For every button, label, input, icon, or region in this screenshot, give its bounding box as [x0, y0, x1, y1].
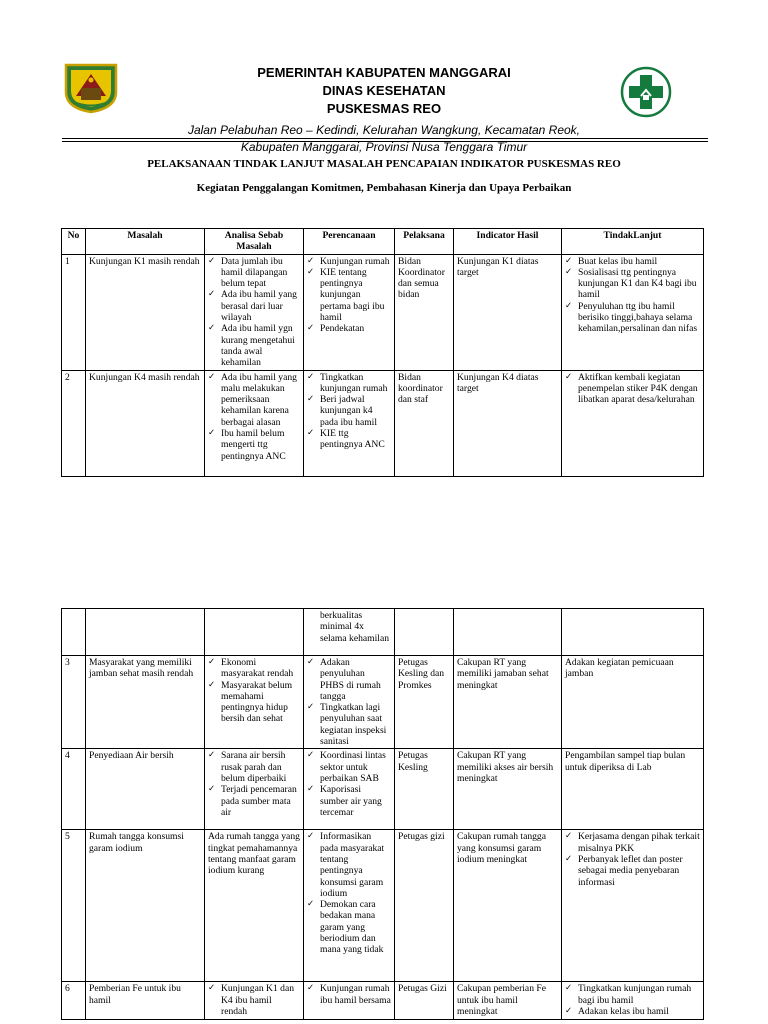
cell-indikator: Kunjungan K1 diatas target — [454, 254, 562, 370]
letterhead-rule-bottom — [62, 141, 708, 142]
continued-text: berkualitas minimal 4x selama kehamilan — [320, 610, 389, 644]
checklist-item: ✓ Aktifkan kembali kegiatan penempelan stiker P4K dengan libatkan aparat desa/kelurahan — [565, 372, 700, 406]
checklist-item: ✓ Tingkatkan lagi penyuluhan saat kegiatan inspeksi sanitasi — [307, 702, 391, 747]
table-row — [62, 982, 704, 1020]
cell-no: 6 — [62, 982, 86, 1020]
table-row — [62, 370, 704, 476]
checklist-item: ✓ Sosialisasi ttg pentingnya kunjungan K1 dan K4 bagi ibu hamil — [565, 267, 700, 301]
checklist-item: ✓ Ada ibu hamil yang berasal dari luar wilayah — [208, 289, 300, 323]
cell-masalah — [86, 609, 205, 656]
cell-tindak-lanjut — [562, 254, 704, 370]
checklist-item: ✓ Ada ibu hamil ygn kurang mengetahui tanda awal kehamilan — [208, 323, 300, 368]
checklist-item: ✓ Terjadi pencemaran pada sumber mata air — [208, 784, 300, 818]
cell-masalah: Kunjungan K1 masih rendah — [86, 254, 205, 370]
cell-tindak-lanjut — [562, 830, 704, 982]
checklist-item: ✓ Adakan penyuluhan PHBS di rumah tangga — [307, 657, 391, 702]
checklist — [208, 657, 300, 725]
checklist — [307, 372, 391, 451]
kabupaten-manggarai-emblem-icon — [62, 62, 120, 114]
cell-tindak-lanjut — [562, 982, 704, 1020]
cell-pelaksana: Petugas Kesling — [395, 749, 454, 830]
letterhead-puskesmas: PUSKESMAS REO — [326, 101, 442, 116]
column-header-pelaksana: Pelaksana — [395, 229, 454, 255]
checklist-item: ✓ Kaporisasi sumber air yang tercemar — [307, 784, 391, 818]
checklist-item: ✓ Informasikan pada masyarakat tentang pentingnya konsumsi garam iodium — [307, 831, 391, 899]
checklist-item: ✓ Penyuluhan ttg ibu hamil berisiko tinggi,bahaya selama kehamilan,persalinan dan nifas — [565, 301, 700, 335]
column-header-perencanaan: Perencanaan — [304, 229, 395, 255]
table-row — [62, 830, 704, 982]
checklist-item: ✓ KIE ttg pentingnya ANC — [307, 428, 391, 451]
checklist-item: ✓ Ekonomi masyarakat rendah — [208, 657, 300, 680]
cell-no — [62, 609, 86, 656]
checklist — [565, 983, 700, 1017]
cell-masalah: Masyarakat yang memiliki jamban sehat masih rendah — [86, 656, 205, 749]
table-row — [62, 656, 704, 749]
cell-indikator: Cakupan RT yang memiliki akses air bersih meningkat — [454, 749, 562, 830]
column-header-tindak-lanjut: TindakLanjut — [562, 229, 704, 255]
table-row-continuation — [62, 609, 704, 656]
cell-masalah: Kunjungan K4 masih rendah — [86, 370, 205, 476]
cell-analisa — [205, 982, 304, 1020]
checklist — [307, 750, 391, 818]
checklist — [565, 372, 700, 406]
cell-analisa: Ada rumah tangga yang tingkat pemahamannya tentang manfaat garam iodium kurang — [205, 830, 304, 982]
cell-indikator — [454, 609, 562, 656]
checklist-item: ✓ Ada ibu hamil yang malu melakukan pemeriksaan kehamilan karena berbagai alasan — [208, 372, 300, 428]
cell-pelaksana: Bidan koordinator dan staf — [395, 370, 454, 476]
cell-perencanaan — [304, 370, 395, 476]
column-header-masalah: Masalah — [86, 229, 205, 255]
cell-indikator: Cakupan RT yang memiliki jamaban sehat meningkat — [454, 656, 562, 749]
checklist — [208, 256, 300, 369]
cell-perencanaan — [304, 254, 395, 370]
cell-masalah: Penyediaan Air bersih — [86, 749, 205, 830]
cell-perencanaan — [304, 749, 395, 830]
column-header-no: No — [62, 229, 86, 255]
cell-pelaksana: Petugas Gizi — [395, 982, 454, 1020]
cell-indikator: Cakupan rumah tangga yang konsumsi garam iodium meningkat — [454, 830, 562, 982]
checklist-item: ✓ Kerjasama dengan pihak terkait misalnya PKK — [565, 831, 700, 854]
cell-analisa — [205, 749, 304, 830]
cell-tindak-lanjut: Pengambilan sampel tiap bulan untuk diperiksa di Lab — [562, 749, 704, 830]
cell-perencanaan — [304, 982, 395, 1020]
document-subtitle: Kegiatan Penggalangan Komitmen, Pembahasan Kinerja dan Upaya Perbaikan — [196, 182, 572, 194]
checklist-item: ✓ Pendekatan — [307, 323, 391, 334]
checklist-item: ✓ Demokan cara bedakan mana garam yang beriodium dan mana yang tidak — [307, 899, 391, 955]
cell-analisa — [205, 254, 304, 370]
checklist — [307, 256, 391, 335]
checklist-item: ✓ Kunjungan K1 dan K4 ibu hamil rendah — [208, 983, 300, 1017]
checklist — [208, 750, 300, 818]
checklist-item: ✓ Adakan kelas ibu hamil — [565, 1006, 700, 1017]
checklist-item: ✓ Sarana air bersih rusak parah dan belum diperbaiki — [208, 750, 300, 784]
column-header-indikator: Indicator Hasil — [454, 229, 562, 255]
letterhead-rule-top — [62, 138, 708, 139]
checklist — [307, 983, 391, 1006]
cell-analisa — [205, 656, 304, 749]
letterhead-government: PEMERINTAH KABUPATEN MANGGARAI — [257, 65, 511, 80]
checklist — [565, 831, 700, 887]
cell-masalah: Pemberian Fe untuk ibu hamil — [86, 982, 205, 1020]
cell-tindak-lanjut: Adakan kegiatan pemicuaan jamban — [562, 656, 704, 749]
table-header-row — [62, 229, 704, 255]
cell-pelaksana: Petugas Kesling dan Promkes — [395, 656, 454, 749]
cell-pelaksana — [395, 609, 454, 656]
cell-tindak-lanjut — [562, 609, 704, 656]
column-header-analisa: Analisa Sebab Masalah — [205, 229, 304, 255]
letterhead-address-line1: Jalan Pelabuhan Reo – Kedindi, Kelurahan Wangkung, Kecamatan Reok, — [187, 123, 581, 137]
letterhead-department: DINAS KESEHATAN — [322, 83, 446, 98]
checklist — [565, 256, 700, 335]
cell-indikator: Kunjungan K4 diatas target — [454, 370, 562, 476]
cell-tindak-lanjut — [562, 370, 704, 476]
checklist — [307, 657, 391, 747]
checklist-item: ✓ Kunjungan rumah — [307, 256, 391, 267]
cell-pelaksana: Bidan Koordinator dan semua bidan — [395, 254, 454, 370]
cell-perencanaan — [304, 609, 395, 656]
checklist — [208, 983, 300, 1017]
checklist — [307, 831, 391, 955]
checklist-item: ✓ Masyarakat belum memahami pentingnya hidup bersih dan sehat — [208, 680, 300, 725]
cell-no: 3 — [62, 656, 86, 749]
indicator-table-part2 — [61, 608, 704, 1020]
cell-pelaksana: Petugas gizi — [395, 830, 454, 982]
cell-no: 4 — [62, 749, 86, 830]
cell-masalah: Rumah tangga konsumsi garam iodium — [86, 830, 205, 982]
checklist-item: ✓ KIE tentang pentingnya kunjungan pertama bagi ibu hamil — [307, 267, 391, 323]
checklist-item: ✓ Ibu hamil belum mengerti ttg pentingnya ANC — [208, 428, 300, 462]
checklist-item: ✓ Koordinasi lintas sektor untuk perbaikan SAB — [307, 750, 391, 784]
table-row — [62, 254, 704, 370]
cell-no: 5 — [62, 830, 86, 982]
checklist-item: ✓ Data jumlah ibu hamil dilapangan belum tepat — [208, 256, 300, 290]
checklist-item: ✓ Perbanyak leflet dan poster sebagai media penyebaran informasi — [565, 854, 700, 888]
cell-no: 2 — [62, 370, 86, 476]
letterhead — [140, 64, 628, 156]
checklist-item: ✓ Buat kelas ibu hamil — [565, 256, 700, 267]
checklist — [208, 372, 300, 462]
checklist-item: ✓ Tingkatkan kunjungan rumah — [307, 372, 391, 395]
cell-indikator: Cakupan pemberian Fe untuk ibu hamil meningkat — [454, 982, 562, 1020]
indicator-table-part1 — [61, 228, 704, 477]
cell-no: 1 — [62, 254, 86, 370]
document-title: PELAKSANAAN TINDAK LANJUT MASALAH PENCAPAIAN INDIKATOR PUSKESMAS REO — [147, 158, 621, 170]
letterhead-address-line2: Kabupaten Manggarai, Provinsi Nusa Tenggara Timur — [240, 140, 528, 154]
cell-perencanaan — [304, 656, 395, 749]
cell-analisa — [205, 609, 304, 656]
checklist-item: ✓ Kunjungan rumah ibu hamil bersama — [307, 983, 391, 1006]
checklist-item: ✓ Beri jadwal kunjungan k4 pada ibu hamil — [307, 394, 391, 428]
table-row — [62, 749, 704, 830]
checklist-item: ✓ Tingkatkan kunjungan rumah bagi ibu hamil — [565, 983, 700, 1006]
cell-analisa — [205, 370, 304, 476]
cell-perencanaan — [304, 830, 395, 982]
